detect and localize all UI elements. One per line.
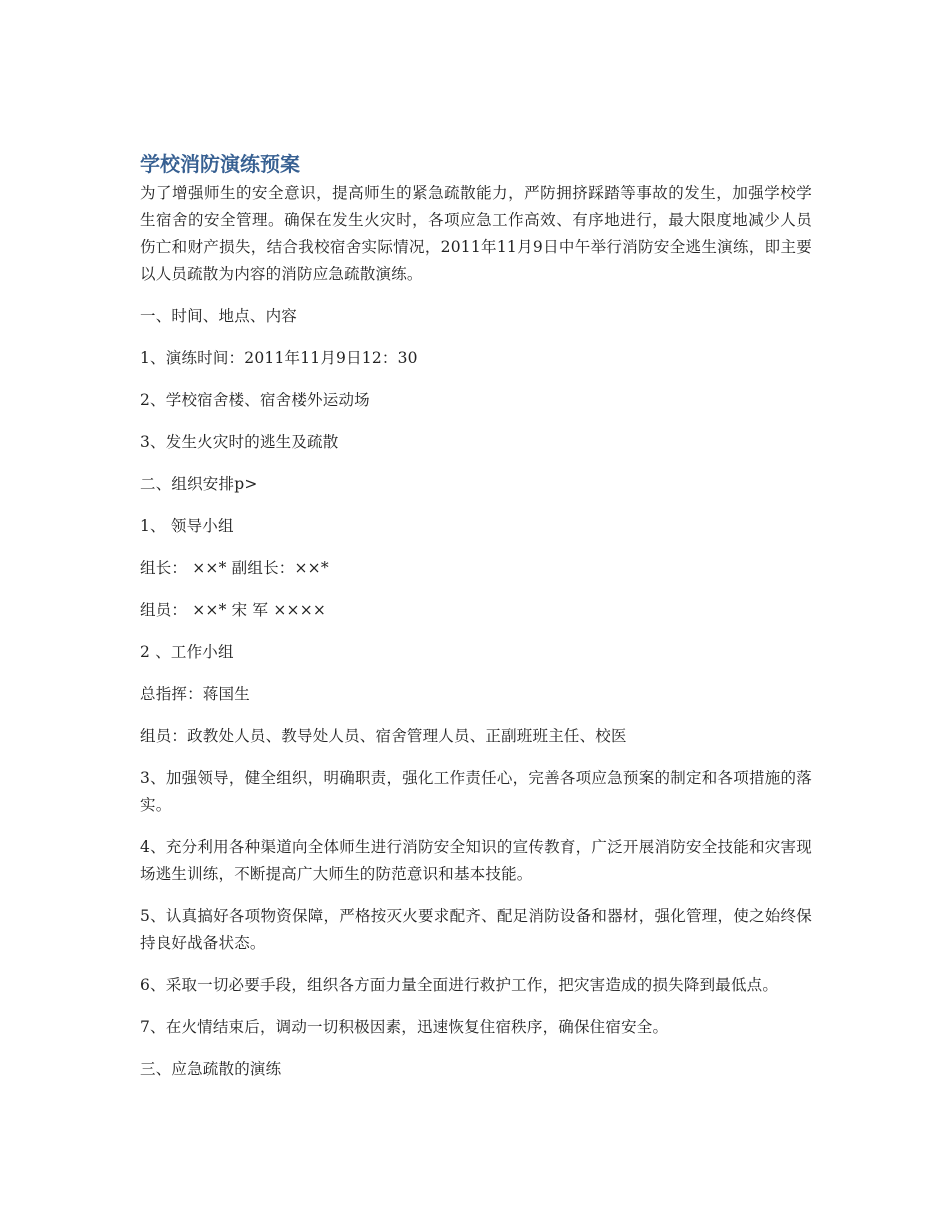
commander-line: 总指挥：蒋国生 [140,685,250,703]
section-heading-evacuation-drill: 三、应急疏散的演练 [140,1060,282,1078]
list-item-recovery: 7、在火情结束后，调动一切积极因素，迅速恢复住宿秩序，确保住宿安全。 [140,1018,669,1036]
section-heading-organization: 二、组织安排p> [140,475,258,493]
intro-paragraph: 为了增强师生的安全意识，提高师生的紧急疏散能力，严防拥挤踩踏等事故的发生，加强学校学生宿舍的安全管理。确保在发生火灾时，各项应急工作高效、有序地进行，最大限度地减少人员伤亡和财产损失，结合我校宿舍实际情况，2011年11月9日中午举行消防安全逃生演练，即主要以人员疏散为内容的消防应急疏散演练。 [140,184,812,283]
list-item-work-group: 2 、工作小组 [140,643,234,661]
list-item-rescue: 6、采取一切必要手段，组织各方面力量全面进行救护工作，把灾害造成的损失降到最低点。 [140,976,779,994]
members-line: 组员： ××* 宋 军 ×××× [140,601,327,619]
leader-line: 组长： ××* 副组长：××* [140,559,329,577]
document-body [140,150,812,1098]
section-heading-time-place: 一、时间、地点、内容 [140,307,298,325]
list-item-leadership-group: 1、 领导小组 [140,517,234,535]
document-title: 学校消防演练预案 [140,152,300,176]
list-item-leadership-duty: 3、加强领导，健全组织，明确职责，强化工作责任心，完善各项应急预案的制定和各项措施的落实。 [140,769,812,814]
list-item-supplies: 5、认真搞好各项物资保障，严格按灭火要求配齐、配足消防设备和器材，强化管理，使之始终保持良好战备状态。 [140,907,812,952]
work-members-line: 组员：政教处人员、教导处人员、宿舍管理人员、正副班班主任、校医 [140,727,627,745]
list-item-drill-time: 1、演练时间：2011年11月9日12：30 [140,349,418,367]
list-item-drill-content: 3、发生火灾时的逃生及疏散 [140,433,339,451]
list-item-education: 4、充分利用各种渠道向全体师生进行消防安全知识的宣传教育，广泛开展消防安全技能和灾害现场逃生训练，不断提高广大师生的防范意识和基本技能。 [140,838,812,883]
list-item-drill-location: 2、学校宿舍楼、宿舍楼外运动场 [140,391,370,409]
